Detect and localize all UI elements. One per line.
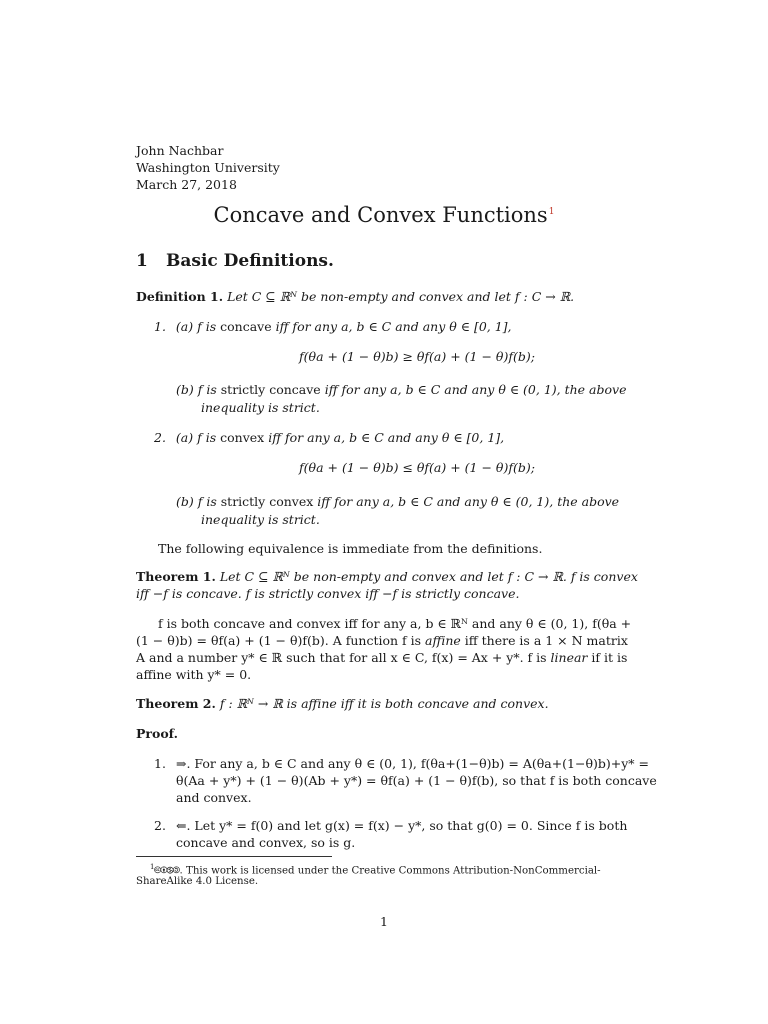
date: March 27, 2018	[136, 177, 237, 192]
term-affine: affine	[425, 633, 461, 648]
title-text: Concave and Convex Functions	[213, 203, 548, 227]
paragraph-affine-line-4: affine with y* = 0.	[136, 667, 252, 682]
definition-item-1b-cont: inequality is strict.	[201, 400, 320, 415]
text: if it is	[591, 650, 628, 665]
definition-item-2b	[176, 493, 619, 510]
theorem-1	[136, 568, 638, 585]
term-concave: concave	[220, 319, 272, 334]
item-number: 2.	[154, 430, 166, 445]
author: John Nachbar	[136, 143, 224, 158]
item-text: f is	[197, 382, 217, 397]
term-strictly-convex: strictly convex	[220, 494, 314, 509]
definition-item-2a	[154, 429, 504, 446]
item-label: (a)	[175, 319, 194, 334]
theorem-text: f : ℝᴺ → ℝ is affine iff it is both concave and convex.	[219, 696, 549, 711]
item-text: f is	[197, 319, 217, 334]
definition-item-1b	[176, 381, 627, 398]
theorem-label: Theorem 1.	[136, 569, 216, 584]
definition-item-2b-cont: inequality is strict.	[201, 512, 320, 527]
term-strictly-concave: strictly concave	[220, 382, 321, 397]
paragraph-affine-line-1: f is both concave and convex iff for any a, b ∈ ℝᴺ and any θ ∈ (0, 1), f(θa +	[158, 616, 632, 631]
theorem-label: Theorem 2.	[136, 696, 216, 711]
section-heading	[136, 253, 334, 270]
section-number: 1	[136, 251, 148, 271]
item-label: (b)	[176, 382, 194, 397]
theorem-text: Let C ⊆ ℝᴺ be non-empty and convex and let f : C → ℝ. f is convex	[219, 569, 638, 584]
item-number: 1.	[154, 319, 166, 334]
item-text: iff for any a, b ∈ C and any θ ∈ [0, 1],	[268, 430, 505, 445]
theorem-2	[136, 695, 549, 712]
item-text: iff for any a, b ∈ C and any θ ∈ (0, 1), the above	[324, 382, 627, 397]
text: A and a number y* ∈ ℝ such that for all x ∈ C, f(x) = Ax + y*. f is	[136, 650, 547, 665]
paragraph-affine-line-3	[136, 649, 627, 666]
theorem-1-cont: iff −f is concave. f is strictly convex iff −f is strictly concave.	[136, 586, 520, 601]
proof-item-1-number: 1.	[154, 756, 166, 771]
text: (1 − θ)b) = θf(a) + (1 − θ)f(b). A function f is	[136, 633, 422, 648]
item-label: (a)	[175, 430, 194, 445]
definition-1	[136, 288, 574, 305]
proof-item-2-line-1: ⇐. Let y* = f(0) and let g(x) = f(x) − y*, so that g(0) = 0. Since f is both	[176, 818, 628, 833]
term-convex: convex	[220, 430, 265, 445]
footnote-line-2: ShareAlike 4.0 License.	[136, 876, 259, 887]
section-title: Basic Definitions.	[166, 251, 334, 271]
item-text: f is	[197, 430, 217, 445]
title-footnote-link[interactable]: 1	[548, 207, 555, 217]
equation-concave: f(θa + (1 − θ)b) ≥ θf(a) + (1 − θ)f(b);	[299, 349, 535, 364]
proof-item-1-line-1: ⇒. For any a, b ∈ C and any θ ∈ (0, 1), f(θa+(1−θ)b) = A(θa+(1−θ)b)+y* =	[176, 756, 649, 771]
footnote-text: . This work is licensed under the Creative Commons Attribution-NonCommercial-	[179, 865, 601, 877]
item-text: iff for any a, b ∈ C and any θ ∈ (0, 1), the above	[317, 494, 620, 509]
proof-label: Proof.	[136, 726, 178, 741]
page-number: 1	[380, 914, 388, 929]
proof-item-1-line-3: and convex.	[176, 790, 252, 805]
paragraph-equivalence: The following equivalence is immediate from the definitions.	[158, 541, 543, 556]
item-text: f is	[197, 494, 217, 509]
affiliation: Washington University	[136, 160, 280, 175]
item-text: iff for any a, b ∈ C and any θ ∈ [0, 1],	[275, 319, 512, 334]
definition-item-1a	[154, 318, 512, 335]
equation-convex: f(θa + (1 − θ)b) ≤ θf(a) + (1 − θ)f(b);	[299, 460, 535, 475]
text: iff there is a 1 × N matrix	[464, 633, 628, 648]
footnote-mark: 1	[150, 863, 155, 871]
proof-item-1-line-2: θ(Aa + y*) + (1 − θ)(Ab + y*) = θf(a) + (1 − θ)f(b), so that f is both concave	[176, 773, 657, 788]
license-icons: 🅭🅯🄏🄎	[154, 865, 180, 877]
proof-item-2-line-2: concave and convex, so is g.	[176, 835, 356, 850]
footnote-rule	[136, 856, 332, 857]
definition-intro: Let C ⊆ ℝᴺ be non-empty and convex and let f : C → ℝ.	[227, 289, 575, 304]
term-linear: linear	[550, 650, 588, 665]
paragraph-affine-line-2	[136, 632, 628, 649]
proof-item-2-number: 2.	[154, 818, 166, 833]
definition-label: Definition 1.	[136, 289, 224, 304]
item-label: (b)	[176, 494, 194, 509]
document-title	[0, 203, 768, 227]
